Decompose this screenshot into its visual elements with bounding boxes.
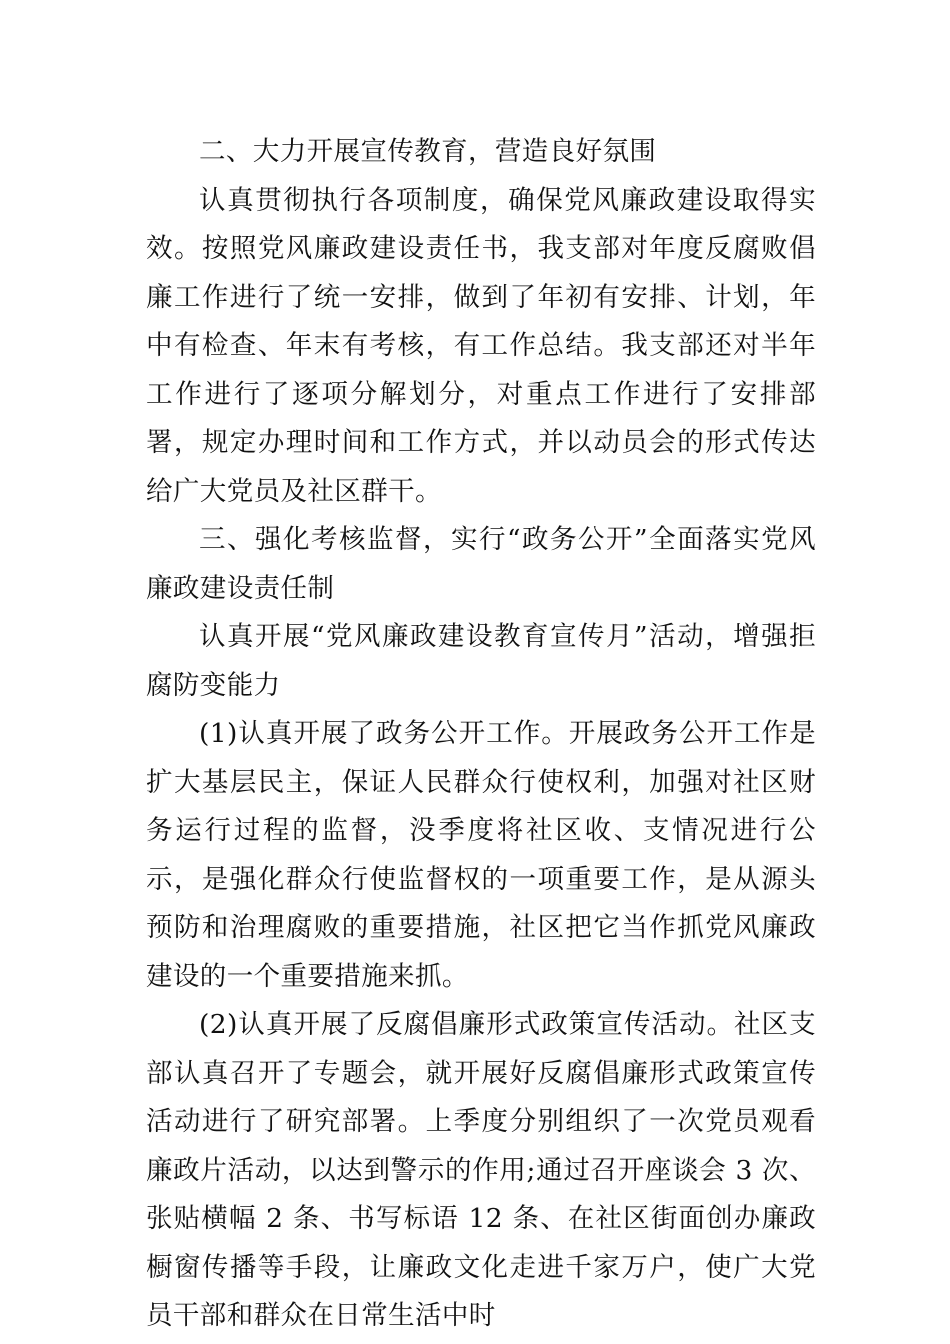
document-body bbox=[146, 128, 816, 1341]
section-heading-3: 三、强化考核监督，实行“政务公开”全面落实党风廉政建设责任制 bbox=[146, 524, 816, 604]
paragraph-item-1: (1)认真开展了政务公开工作。开展政务公开工作是扩大基层民主，保证人民群众行使权利，加强对社区财务运行过程的监督，没季度将社区收、支情况进行公示，是强化群众行使监督权的一项重要工作，是从源头预防和治理腐败的重要措施，社区把它当作抓党风廉政建设的一个重要措施来抓。 bbox=[146, 718, 816, 992]
section-heading-2: 二、大力开展宣传教育，营造良好氛围 bbox=[199, 136, 657, 167]
paragraph-education-month: 认真开展“党风廉政建设教育宣传月”活动，增强拒腐防变能力 bbox=[146, 621, 816, 701]
paragraph-implementation: 认真贯彻执行各项制度，确保党风廉政建设取得实效。按照党风廉政建设责任书，我支部对年度反腐败倡廉工作进行了统一安排，做到了年初有安排、计划，年中有检查、年末有考核，有工作总结。我支部还对半年工作进行了逐项分解划分，对重点工作进行了安排部署，规定办理时间和工作方式，并以动员会的形式传达给广大党员及社区群干。 bbox=[146, 184, 816, 507]
paragraph-item-2: (2)认真开展了反腐倡廉形式政策宣传活动。社区支部认真召开了专题会，就开展好反腐倡廉形式政策宣传活动进行了研究部署。上季度分别组织了一次党员观看廉政片活动，以达到警示的作用;通过召开座谈会 3 次、张贴横幅 2 条、书写标语 12 条、在社区街面创办廉政橱窗传播等手段，让廉政文化走进千家万户，使广大党员干部和群众在日常生活中时 bbox=[146, 1009, 816, 1331]
